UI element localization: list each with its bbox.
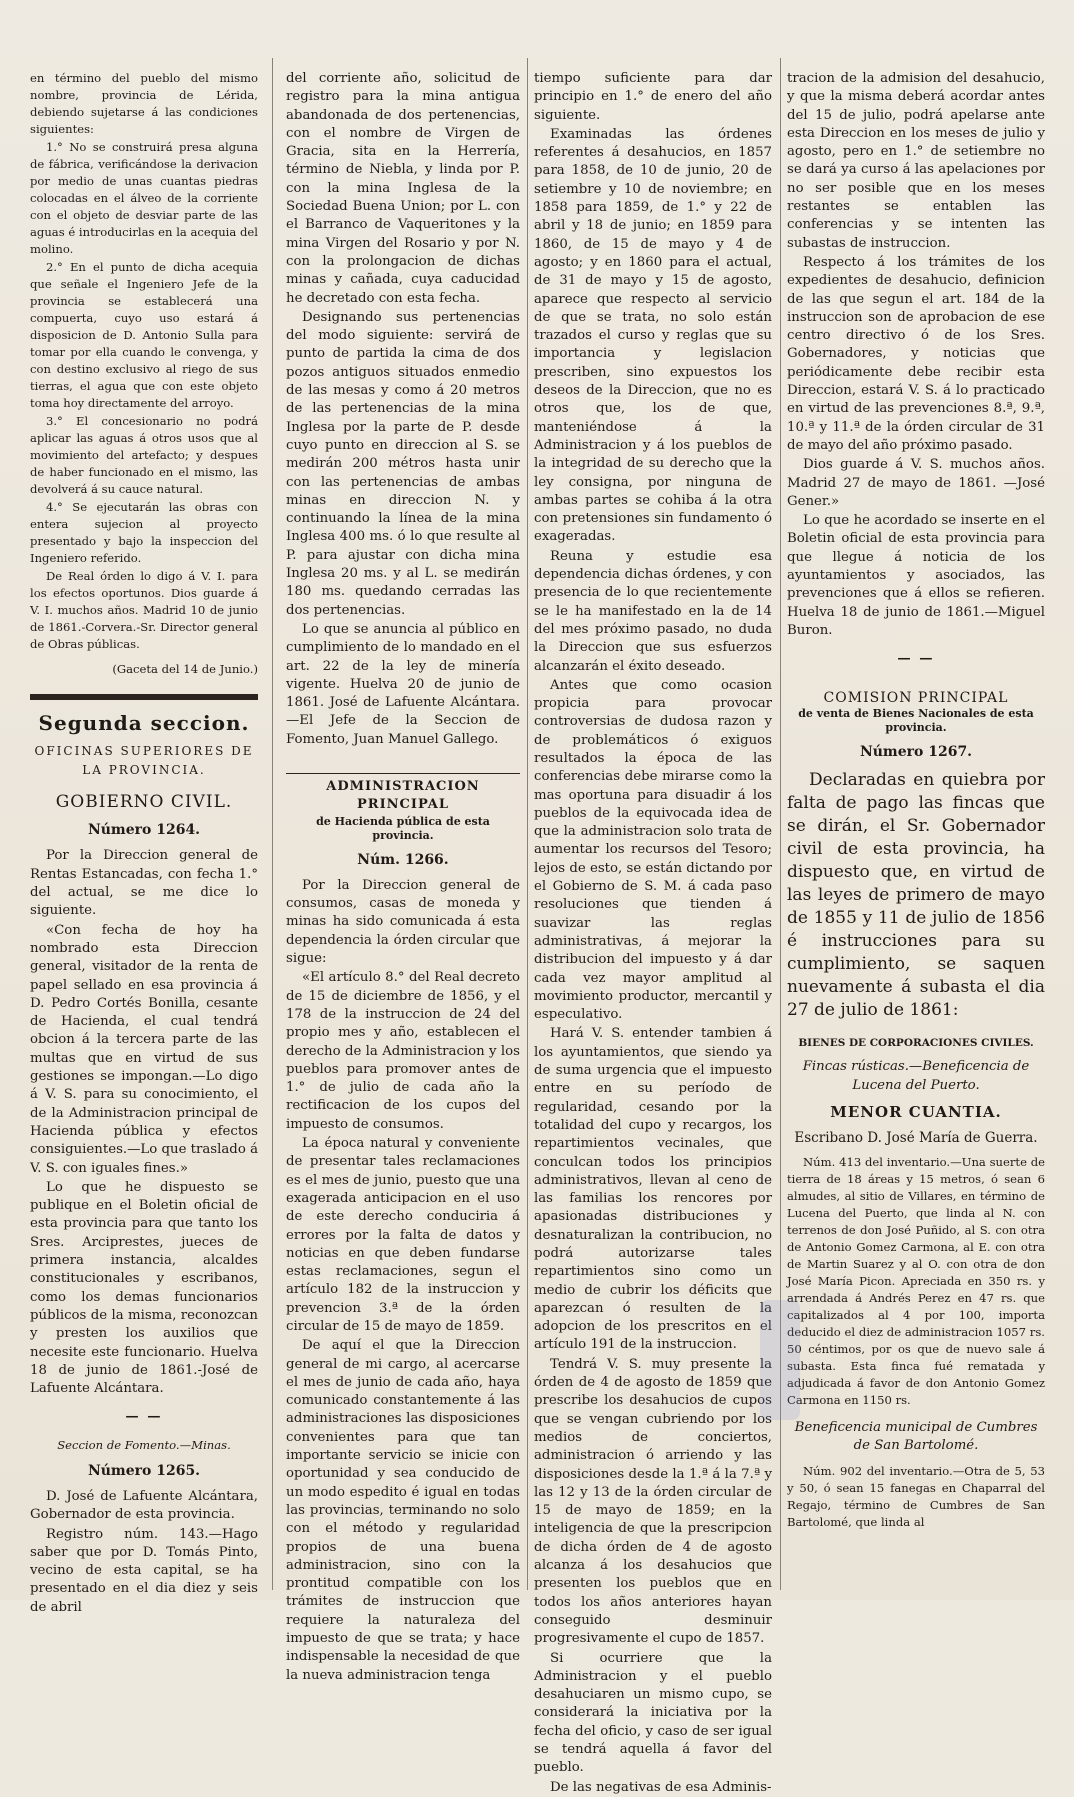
- paragraph: De Real órden lo digo á V. I. para los efectos oportunos. Dios guarde á V. I. muchos años. Madrid 10 de junio de 1861.-Corvera.-Sr. Director general de Obras públicas.: [30, 569, 258, 651]
- comision-heading: COMISION PRINCIPAL: [823, 689, 1009, 706]
- paragraph: Lo que he dispuesto se publique en el Boletin oficial de esta provincia para que tanto los Sres. Arciprestes, jueces de primera instancia, alcaldes constitucionales y escribanos, como los demas funcionarios públicos de la misma, reconozcan y presten los auxilios que necesite este funcionario. Huelva 18 de junio de 1861.-José de Lafuente Alcántara.: [30, 1179, 258, 1397]
- paragraph: Hará V. S. entender tambien á los ayuntamientos, que siendo ya de suma urgencia que el impuesto entre en su período de regularidad, cesando por la totalidad del cupo y recargos, los repartimientos vecinales, que conculcan todos los principios administrativos, llevan al ceno de las familias los rencores por apasionadas distribuciones y desnaturalizan la contribucion, no podrá autorizarse tales repartimientos sino como un medio de cubrir los déficits que aparezcan ó resulten de la adopcion de los prescritos en el artículo 191 de la instruccion.: [534, 1026, 772, 1353]
- section-divider: [30, 694, 258, 700]
- paragraph: De aquí el que la Direccion general de mi cargo, al acercarse el mes de junio de cada año, haya comunicado constantemente á las administraciones las disposiciones convenientes para que tan importante servicio se inicie con oportunidad y sea conducido de un modo espedito é igual en todas las provincias, terminando no solo con el método y regularidad propios de una buena administracion, sino con la prontitud compatible con los trámites de instruccion que requiere la naturaleza del impuesto de que se trata; y hace indispensable la necesidad de que la nueva administracion tenga: [286, 1338, 520, 1683]
- section-subheading: Seccion de Fomento.—Minas.: [57, 1437, 231, 1452]
- paragraph: Si ocurriere que la Administracion y el pueblo desahuciaren un mismo cupo, se considerará la iniciativa por la fecha del oficio, y caso de ser igual se tendrá aquella á favor del pueblo.: [534, 1650, 772, 1776]
- inventory-entry: Núm. 413 del inventario.—Una suerte de tierra de 18 áreas y 15 metros, ó sean 6 almudes, al sitio de Villares, en término de Lucena del Puerto, que linda al N. con terrenos de don José Puñido, al S. con otra de Antonio Gomez Carmona, al E. con otra de Martin Suarez y al O. con otra de don José María Picon. Apreciada en 350 rs. y arrendada á Andrés Perez en 47 rs. que capitalizados al 4 por 100, importa deducido el diez de administracion 1057 rs. 50 céntimos, por os que de nuevo sale á subasta. Esta finca fué rematada y adjudicada á favor de don Antonio Gomez Carmona en 1150 rs.: [787, 1154, 1045, 1407]
- paragraph: Lo que he acordado se inserte en el Boletin oficial de esta provincia para que llegue á noticia de los ayuntamientos y asociados, las prevenciones que á ellos se refieren. Huelva 18 de junio de 1861.—Miguel Buron.: [787, 513, 1045, 638]
- paragraph: La época natural y conveniente de presentar tales reclamaciones es el mes de junio, puesto que una exagerada anticipacion en el uso de este derecho conduciria á errores por la falta de datos y noticias en que deben fundarse estas reclamaciones, segun el artículo 182 de la instruccion y prevencion 3.ª de la órden circular de 15 de mayo de 1859.: [286, 1136, 520, 1334]
- administration-subheading: de Hacienda pública de esta provincia.: [316, 814, 490, 842]
- declaration-paragraph: Declaradas en quiebra por falta de pago las fincas que se dirán, el Sr. Gobernador civil de esta provincia, ha dispuesto que, en virtud de las leyes de primero de mayo de 1855 y 11 de julio de 1856 é instrucciones para su cumplimiento, se saquen nuevamente á subasta el dia 27 de julio de 1861:: [787, 770, 1045, 1021]
- beneficencia-heading: Beneficencia municipal de Cumbres de San Bartolomé.: [794, 1419, 1038, 1453]
- library-stamp: [760, 1300, 800, 1420]
- paragraph: Designando sus pertenencias del modo siguiente: servirá de punto de partida la cima de dos pozos antiguos situados enmedio de las mesas y como á 20 metros de las pertenencias de la mina Inglesa por la parte de P. desde cuyo punto en direccion al S. se medirán 200 métros hasta unir con las pertenencias de ambas minas en direccion N. y continuando la línea de la mina Inglesa 400 ms. ó lo que resulte al P. para ajustar con dicha mina Inglesa 20 ms. y al L. se medirán 180 ms. quedando cerradas las dos pertenencias.: [286, 309, 520, 618]
- column-rule: [272, 58, 273, 1590]
- column-rule: [527, 58, 528, 1590]
- column-1: [30, 70, 258, 1615]
- section-title: Segunda seccion.: [38, 711, 250, 735]
- paragraph: 1.° No se construirá presa alguna de fábrica, verificándose la derivacion por medio de unas cuantas piedras colocadas en el álveo de la corriente con el objeto de desviar parte de las aguas é introducirlas en la acequia del molino.: [30, 140, 258, 256]
- gobierno-heading: GOBIERNO CIVIL.: [55, 791, 233, 812]
- comision-subheading: de venta de Bienes Nacionales de esta provincia.: [798, 706, 1034, 734]
- paragraph: tiempo suficiente para dar principio en 1.° de enero del año siguiente.: [534, 71, 772, 123]
- paragraph: en término del pueblo del mismo nombre, provincia de Lérida, debiendo sujetarse á las condiciones siguientes:: [30, 71, 258, 136]
- column-2: [286, 70, 520, 1683]
- paragraph: Examinadas las órdenes referentes á desahucios, en 1857 para 1858, de 10 de junio, 20 de setiembre y 10 de noviembre; en 1858 para 1859, de 1.° y 22 de abril y 18 de junio; en 1859 para 1860, de 15 de mayo y 4 de agosto; y en 1860 para el actual, de 31 de mayo y 15 de agosto, aparece que respecto al servicio de que se trata, no solo están trazados el curso y reglas que su importancia y legislacion prescriben, sino expuestos los deseos de la Direccion, que no es otros que, los de que, manteniéndose á la Administracion y á los pueblos de la integridad de su derecho que la ley consigna, por ninguna de ambas partes se cohiba á la otra con pretensiones sin fundamento ó exageradas.: [534, 126, 772, 545]
- paragraph: Registro núm. 143.—Hago saber que por D. Tomás Pinto, vecino de esta capital, se ha presentado en el dia diez y seis de abril: [30, 1526, 258, 1615]
- paragraph: D. José de Lafuente Alcántara, Gobernador de esta provincia.: [30, 1488, 258, 1523]
- paragraph: 4.° Se ejecutarán las obras con entera sujecion al proyecto presentado y bajo la inspeccion del Ingeniero referido.: [30, 500, 258, 565]
- administration-heading: ADMINISTRACION PRINCIPAL: [286, 773, 520, 815]
- paragraph: Reuna y estudie esa dependencia dichas órdenes, y con presencia de lo que recientemente se le ha manifestado en la de 14 del mes próximo pasado, no duda la Direccion que sus esfuerzos alcanzarán el éxito deseado.: [534, 548, 772, 674]
- fincas-heading: Fincas rústicas.—Beneficencia de Lucena del Puerto.: [802, 1059, 1030, 1093]
- paragraph: Antes que como ocasion propicia para provocar controversias de dudosa razon y de problemáticos ó exiguos resultados la época de las conferencias debe mirarse como la mas oportuna para disuadir á los pueblos de la equivocada idea de que la administracion solo trata de aumentar los recursos del Tesoro; lejos de esto, se están dictando por el Gobierno de S. M. á cada paso resoluciones que tienden á suavizar las reglas administrativas, á mejorar la distribucion del impuesto y á dar cada vez mayor amplitud al movimiento productor, mercantil y especulativo.: [534, 677, 772, 1023]
- paragraph: tracion de la admision del desahucio, y que la misma deberá acordar antes del 15 de julio, podrá apelarse ante esta Direccion en los meses de julio y agosto, pero en 1.° de setiembre no se dará ya curso á las apelaciones por no ser posible que en los meses restantes se entablen las conferencias y se intenten las subastas de instruccion.: [787, 71, 1045, 251]
- gazette-source: (Gaceta del 14 de Junio.): [112, 662, 258, 676]
- inventory-entry: Núm. 902 del inventario.—Otra de 5, 53 y 50, ó sean 15 fanegas en Chaparral del Regajo, término de Cumbres de San Bartolomé, que linda al: [787, 1464, 1045, 1530]
- offices-heading: OFICINAS SUPERIORES DE LA PROVINCIA.: [34, 744, 254, 777]
- paragraph: Respecto á los trámites de los expedientes de desahucio, definicion de las que segun el art. 184 de la instruccion son de aprobacion de ese centro directivo ó de los Sres. Gobernadores, y noticias que periódicamente debe recibir esta Direccion, estará V. S. á lo practicado en virtud de las prevenciones 8.ª, 9.ª, 10.ª y 11.ª de la órden circular de 31 de mayo del año próximo pasado.: [787, 254, 1045, 453]
- paragraph: Dios guarde á V. S. muchos años. Madrid 27 de mayo de 1861. —José Gener.»: [787, 457, 1045, 509]
- notice-number: Núm. 1266.: [357, 851, 449, 868]
- paragraph: Tendrá V. S. muy presente la órden de 4 de agosto de 1859 que prescribe los desahucios de cupos que se vengan cubriendo por los medios de conciertos, administracion ó arriendo y las disposiciones desde la 1.ª á la 7.ª y las 12 y 13 de la órden circular de 15 de mayo de 1859; en la inteligencia de que la prescripcion de dicha órden de 4 de agosto alcanza á los desahucios que presenten los pueblos que en todos los años anteriores hayan conseguido desminuir progresivamente el cupo de 1857.: [534, 1356, 772, 1647]
- paragraph: del corriente año, solicitud de registro para la mina antigua abandonada de dos pertenencias, con el nombre de Virgen de Gracia, sita en la Herrería, término de Niebla, y linda por P. con la mina Inglesa de la Sociedad Buena Union; por L. con el Barranco de Vaqueritones y la mina Virgen del Rosario y por N. con la prolongacion de dichas minas y cañada, cuya caducidad he decretado con esta fecha.: [286, 71, 520, 306]
- paragraph: Por la Direccion general de Rentas Estancadas, con fecha 1.° del actual, se me dice lo siguiente.: [30, 848, 258, 919]
- paragraph: «El artículo 8.° del Real decreto de 15 de diciembre de 1856, y el 178 de la instruccion de 24 del propio mes y año, establecen el derecho de la Administracion y los pueblos para promover antes de 1.° de julio de cada año la rectificacion de los cupos del impuesto de consumos.: [286, 970, 520, 1132]
- column-3: [534, 70, 772, 1795]
- cuantia-heading: MENOR CUANTIA.: [830, 1102, 1002, 1121]
- divider-dash: — —: [125, 1409, 163, 1425]
- bienes-heading: BIENES DE CORPORACIONES CIVILES.: [798, 1037, 1034, 1050]
- escribano-line: Escribano D. José María de Guerra.: [794, 1130, 1038, 1147]
- paragraph: Lo que se anuncia al público en cumplimiento de lo mandado en el art. 22 de la ley de minería vigente. Huelva 20 de junio de 1861. José de Lafuente Alcántara.—El Jefe de la Seccion de Fomento, Juan Manuel Gallego.: [286, 621, 520, 747]
- paragraph: «Con fecha de hoy ha nombrado esta Direccion general, visitador de la renta de papel sellado en esa provincia á D. Pedro Cortés Bonilla, cesante de Hacienda, el cual tendrá obcion á la tercera parte de las multas que en virtud de sus gestiones se impongan.—Lo digo á V. S. para su conocimiento, el de la Administracion principal de Hacienda pública y efectos consiguientes.—Lo que traslado á V. S. con iguales fines.»: [30, 922, 258, 1176]
- notice-number: Número 1267.: [859, 743, 973, 760]
- divider-dash: — —: [897, 651, 935, 667]
- paragraph: 3.° El concesionario no podrá aplicar las aguas á otros usos que al movimiento del artefacto; y despues de haber funcionado en el mismo, las devolverá á su cauce natural.: [30, 414, 258, 496]
- column-4: [787, 70, 1045, 1586]
- paragraph: 2.° En el punto de dicha acequia que señale el Ingeniero Jefe de la provincia se establecerá una compuerta, cuyo uso estará á disposicion de D. Antonio Sulla para tomar por ella cuando le convenga, y con destino exclusivo al riego de sus tierras, el agua que con este objeto toma hoy directamente del arroyo.: [30, 260, 258, 410]
- notice-number: Número 1265.: [87, 1462, 201, 1479]
- paragraph: Por la Direccion general de consumos, casas de moneda y minas ha sido comunicada á esta dependencia la órden circular que sigue:: [286, 877, 520, 967]
- notice-number: Número 1264.: [87, 822, 201, 839]
- paragraph: De las negativas de esa Adminis-: [550, 1779, 772, 1795]
